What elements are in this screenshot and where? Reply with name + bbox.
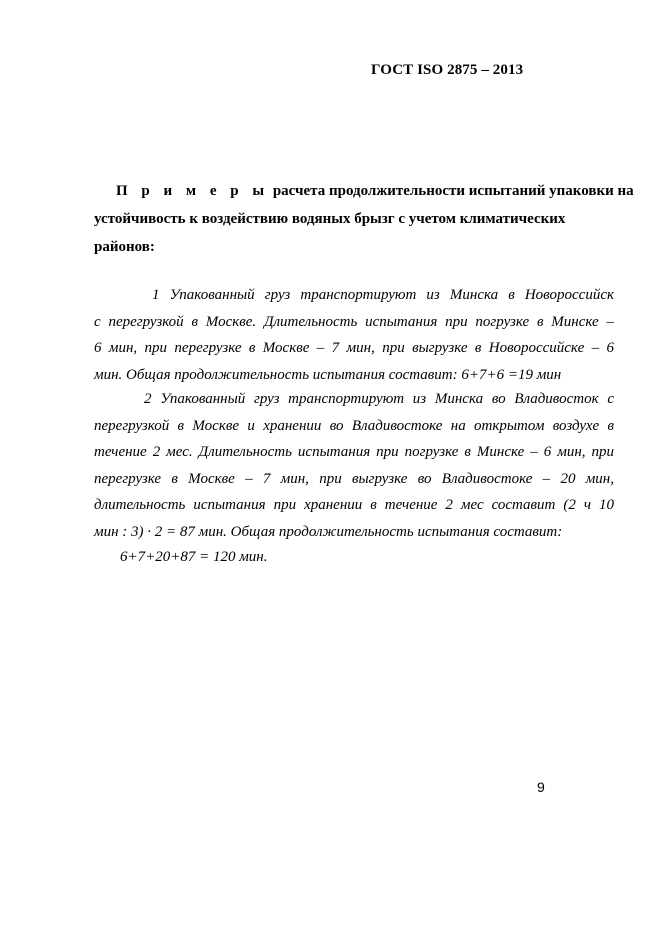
heading-line-1-text: расчета продолжительности испытаний упаковки на — [269, 183, 634, 199]
example-2-paragraph — [94, 386, 614, 545]
example-2-total: 6+7+20+87 = 120 мин. — [120, 549, 268, 565]
example-2-line: перегрузке в Москве – 7 мин, при выгрузке во Владивостоке – 20 мин, — [94, 470, 614, 487]
examples-heading — [94, 177, 634, 261]
example-2-line: мин : 3) · 2 = 87 мин. Общая продолжительность испытания составит: — [94, 523, 563, 540]
standard-designation: ГОСТ ISO 2875 – 2013 — [371, 62, 524, 78]
page-number: 9 — [537, 779, 545, 795]
example-2-line: течение 2 мес. Длительность испытания при погрузке в Минске – 6 мин, при — [94, 444, 614, 460]
examples-label: П р и м е р ы — [116, 183, 270, 199]
example-1-paragraph — [94, 282, 614, 388]
example-2-line: перегрузкой в Москве и хранении во Владивостоке на открытом воздухе в — [94, 417, 614, 434]
example-2-line: 2 Упакованный груз транспортируют из Минска во Владивосток с — [144, 391, 614, 407]
example-1-line: 6 мин, при перегрузке в Москве – 7 мин, при выгрузке в Новороссийске – 6 — [94, 340, 614, 356]
example-1-line: с перегрузкой в Москве. Длительность испытания при погрузке в Минске – — [94, 313, 614, 330]
heading-line-2: устойчивость к воздействию водяных брызг с учетом климатических — [94, 211, 566, 227]
example-1-line: 1 Упакованный груз транспортируют из Минска в Новороссийск — [152, 287, 614, 303]
example-1-line: мин. Общая продолжительность испытания составит: 6+7+6 =19 мин — [94, 366, 562, 383]
heading-line-1 — [94, 177, 634, 205]
example-2-line: длительность испытания при хранении в течение 2 мес составит (2 ч 10 — [94, 497, 614, 513]
heading-line-3: районов: — [94, 239, 155, 255]
